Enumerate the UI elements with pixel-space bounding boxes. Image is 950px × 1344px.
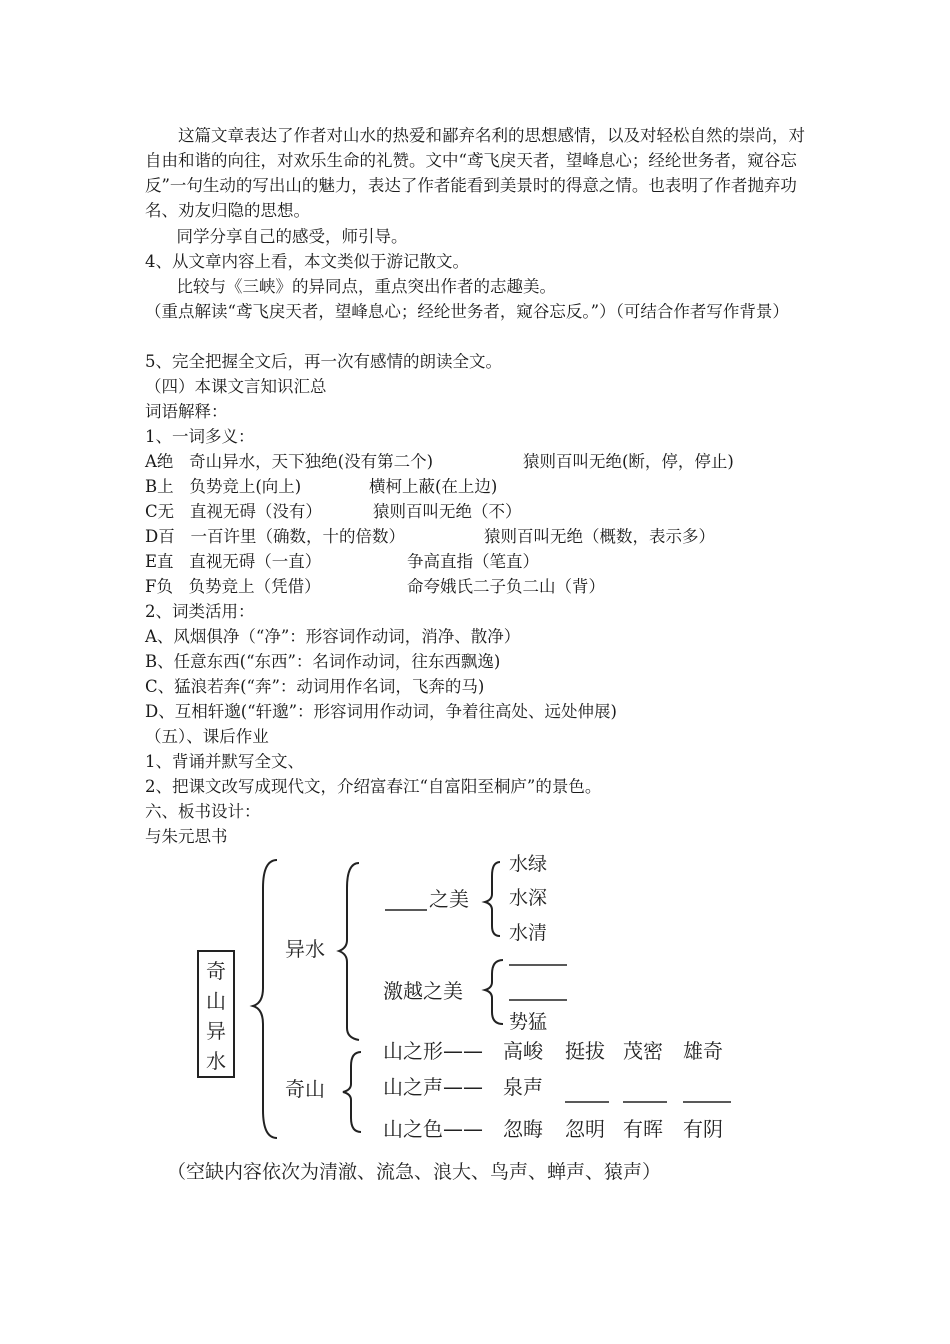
water-item-3: 水清 [509,922,548,944]
diagram-note: （空缺内容依次为清澈、流急、浪大、鸟声、蝉声、猿声） [167,1161,662,1183]
root-char-2: 山 [206,989,226,1013]
conversion-item-a: A、风烟俱净（“净”：形容词作动词，消净、散净） [145,627,521,646]
water-sub-brace-2 [485,960,503,1024]
water-label: 异水 [285,937,325,961]
polysemy-e-right: 争高直指（笔直） [407,552,539,571]
main-brace [253,860,277,1138]
polysemy-heading: 1、一词多义： [145,427,255,446]
homework-item-1: 1、背诵并默写全文、 [145,752,304,771]
paragraph-point-5: 5、完全把握全文后，再一次有感情的朗读全文。 [145,352,502,371]
water-label-2: 激越之美 [383,979,463,1003]
paragraph-share: 同学分享自己的感受，师引导。 [145,227,408,246]
board-title: 与朱元思书 [145,827,228,846]
polysemy-b-left: B上 负势竞上(向上) [145,477,302,496]
polysemy-f-left: F负 负势竞上（凭借） [145,577,321,596]
polysemy-a-right: 猿则百叫无绝(断，停，停止) [523,452,734,471]
board-heading: 六、板书设计： [145,802,261,821]
mountain-row-3-item-1: 忽明 [565,1117,605,1141]
board-diagram [155,848,815,1188]
polysemy-c-right: 猿则百叫无绝（不） [373,502,522,521]
mountain-row-3-name: 山之色—— [383,1117,483,1141]
water-item-2: 水深 [509,887,548,909]
conversion-item-b: B、任意东西(“东西”：名词作动词，往东西飘逸) [145,652,501,671]
mountain-row-1-item-1: 挺拔 [565,1039,605,1063]
mountain-row-1-item-3: 雄奇 [683,1039,723,1063]
vocab-heading: 词语解释： [145,402,228,421]
mountain-row-3-first: 忽晦 [503,1117,543,1141]
polysemy-d-right: 猿则百叫无绝（概数，表示多） [484,527,715,546]
polysemy-f-right: 命夸娥氏二子负二山（背） [407,577,605,596]
mountain-row-1-first: 高峻 [503,1039,543,1063]
root-char-4: 水 [206,1049,226,1073]
polysemy-c-left: C无 直视无碍（没有） [145,502,322,521]
paragraph-summary: 这篇文章表达了作者对山水的热爱和鄙弃名利的思想感情，以及对轻松自然的崇尚，对自由和谐的向往，对欢乐生命的礼赞。文中“鸢飞戾天者，望峰息心；经纶世务者，窥谷忘反”一句生动的写出山的魅力，表达了作者能看到美景时的得意之情。也表明了作者抛弃功名、劝友归隐的思想。 [145,126,805,220]
water-brace [339,863,359,1040]
mountain-label: 奇山 [285,1077,325,1101]
mountain-row-3-item-2: 有晖 [623,1117,663,1141]
mountain-row-3-item-3: 有阴 [683,1117,723,1141]
polysemy-a-left: A绝 奇山异水，天下独绝(没有第二个) [145,452,434,471]
homework-item-2: 2、把课文改写成现代文，介绍富春江“自富阳至桐庐”的景色。 [145,777,602,796]
conversion-heading: 2、词类活用： [145,602,255,621]
polysemy-d-left: D百 一百许里（确数，十的倍数） [145,527,405,546]
paragraph-focus: （重点解读“鸢飞戾天者，望峰息心；经纶世务者，窥谷忘反。”）（可结合作者写作背景） [145,302,789,321]
mountain-row-1-name: 山之形—— [383,1039,483,1063]
mountain-row-2-first: 泉声 [503,1075,543,1099]
polysemy-b-right: 横柯上蔽(在上边) [369,477,498,496]
water-sub-brace [485,862,500,936]
water-item-1: 水绿 [509,853,548,875]
paragraph-compare: 比较与《三峡》的异同点，重点突出作者的志趣美。 [145,277,556,296]
mountain-row-1-item-2: 茂密 [623,1039,663,1063]
root-char-1: 奇 [206,959,226,983]
homework-heading: （五）、课后作业 [145,727,269,746]
conversion-item-d: D、互相轩邈(“轩邈”：形容词用作动词，争着往高处、远处伸展) [145,702,617,721]
conversion-item-c: C、猛浪若奔(“奔”：动词用作名词，飞奔的马) [145,677,485,696]
mountain-brace [343,1052,361,1132]
mountain-row-2-name: 山之声—— [383,1075,483,1099]
polysemy-e-left: E直 直视无碍（一直） [145,552,322,571]
section-heading-4: （四）本课文言知识汇总 [145,377,327,396]
water-item-4: 势猛 [509,1011,548,1033]
root-char-3: 异 [206,1019,226,1043]
paragraph-point-4: 4、从文章内容上看，本文类似于游记散文。 [145,252,469,271]
water-blank-label: 之美 [429,887,469,911]
